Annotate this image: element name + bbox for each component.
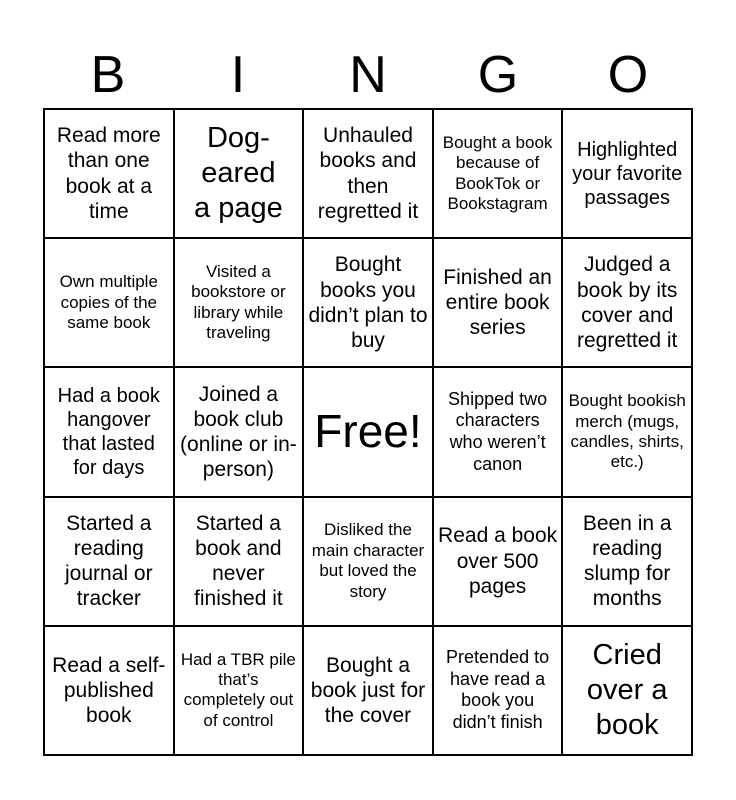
free-space-text: Free! [314,405,422,458]
cell-text: Own multiple copies of the same book [59,272,158,332]
bingo-cell[interactable] [433,109,563,238]
cell-text: Cried over a book [586,639,668,741]
header-letter-g: G [477,46,519,104]
cell-text: Shipped two characters who weren’t canon [448,388,548,474]
cell-text: Started a reading journal or tracker [65,511,153,611]
bingo-cell[interactable] [174,497,304,626]
cell-text: Bought bookish merch (mugs, candles, shirts, etc.) [568,391,686,472]
cell-text: Been in a reading slump for months [582,511,672,611]
cell-text: Disliked the main character but loved the story [311,520,425,601]
bingo-grid [43,108,693,756]
cell-text: Finished an entire book series [443,266,552,340]
bingo-cell[interactable] [303,109,433,238]
bingo-cell[interactable] [44,238,174,367]
bingo-cell[interactable] [44,626,174,755]
free-space[interactable] [303,367,433,496]
cell-text: Judged a book by its cover and regretted it [577,253,678,352]
cell-text: Unhauled books and then regretted it [317,124,419,223]
bingo-cell[interactable] [562,626,692,755]
cell-text: Pretended to have read a book you didn’t finish [446,647,550,732]
header-letter-o: O [607,46,649,104]
header-letter-n: N [349,46,387,104]
bingo-cell[interactable] [303,497,433,626]
cell-text: Read a self-published book [52,653,166,727]
cell-text: Started a book and never finished it [194,511,283,611]
bingo-cell[interactable] [174,109,304,238]
bingo-cell[interactable] [433,497,563,626]
cell-text: Bought a book because of BookTok or Bookstagram [442,132,553,213]
cell-text: Bought books you didn’t plan to buy [308,253,428,352]
bingo-cell[interactable] [433,238,563,367]
cell-text: Read a book over 500 pages [438,524,558,598]
bingo-cell[interactable] [44,367,174,496]
bingo-cell[interactable] [303,626,433,755]
bingo-header [43,42,693,108]
bingo-cell[interactable] [562,109,692,238]
bingo-cell[interactable] [433,626,563,755]
bingo-cell[interactable] [174,238,304,367]
bingo-cell[interactable] [44,497,174,626]
bingo-cell[interactable] [303,238,433,367]
cell-text: Visited a bookstore or library while traveling [191,262,286,343]
cell-text: Had a TBR pile that’s completely out of control [180,649,296,730]
bingo-cell[interactable] [174,626,304,755]
cell-text: Had a book hangover that lasted for days [57,384,160,479]
bingo-cell[interactable] [44,109,174,238]
header-letter-b: B [90,46,126,104]
cell-text: Read more than one book at a time [56,124,161,223]
cell-text: Dog-eared a page [194,122,283,224]
bingo-cell[interactable] [562,497,692,626]
cell-text: Highlighted your favorite passages [572,138,683,209]
header-letter-i: I [230,46,246,104]
cell-text: Joined a book club (online or in-person) [180,382,297,482]
cell-text: Bought a book just for the cover [310,653,426,727]
bingo-cell[interactable] [562,367,692,496]
bingo-cell[interactable] [174,367,304,496]
bingo-cell[interactable] [433,367,563,496]
bingo-cell[interactable] [562,238,692,367]
